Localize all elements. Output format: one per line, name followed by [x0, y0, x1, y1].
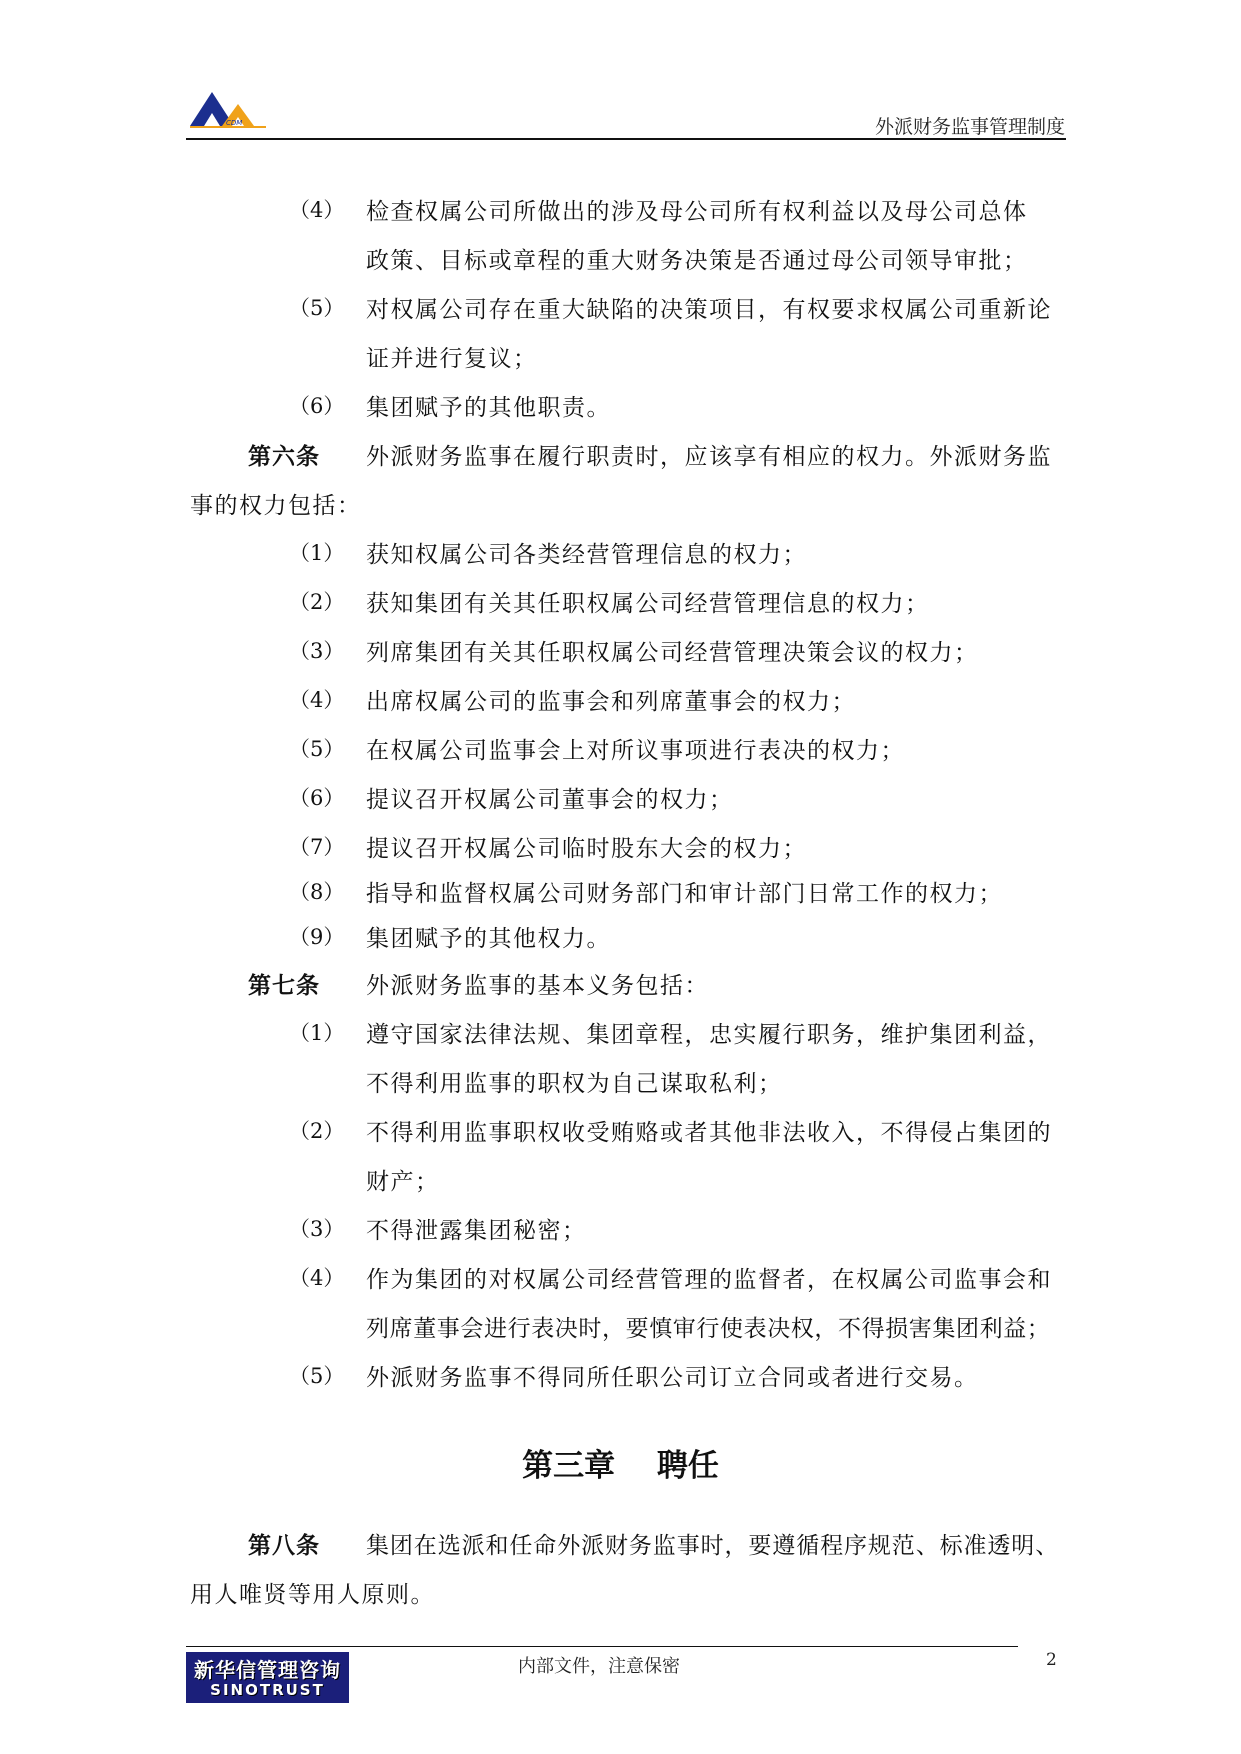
footer-logo-en: SINOTRUST	[210, 1681, 325, 1699]
list-item-text: 出席权属公司的监事会和列席董事会的权力；	[366, 689, 856, 715]
confidential-notice: 内部文件，注意保密	[518, 1656, 680, 1677]
list-item-text: 提议召开权属公司董事会的权力；	[366, 787, 734, 813]
list-item-text: 列席董事会进行表决时，要慎审行使表决权，不得损害集团利益；	[366, 1316, 1051, 1342]
list-item-number: （3）	[289, 1217, 345, 1241]
list-item-number: （2）	[289, 590, 345, 614]
list-item-text: 外派财务监事不得同所任职公司订立合同或者进行交易。	[366, 1365, 979, 1391]
list-item-text: 集团赋予的其他职责。	[366, 395, 611, 421]
article-text: 外派财务监事的基本义务包括：	[366, 973, 709, 999]
list-item-number: （7）	[289, 835, 345, 859]
article-label: 第八条	[248, 1533, 320, 1559]
list-item-text: 不得利用监事职权收受贿赂或者其他非法收入，不得侵占集团的	[366, 1120, 1052, 1146]
header-title: 外派财务监事管理制度	[874, 116, 1065, 138]
article-text: 外派财务监事在履行职责时，应该享有相应的权力。外派财务监	[366, 444, 1052, 470]
list-item-text: 获知集团有关其任职权属公司经营管理信息的权力；	[366, 591, 930, 617]
list-item-number: （1）	[289, 1021, 345, 1045]
list-item-number: （3）	[289, 639, 345, 663]
list-item-number: （4）	[289, 1266, 345, 1290]
list-item-text: 对权属公司存在重大缺陷的决策项目，有权要求权属公司重新论	[366, 297, 1052, 323]
list-item-text: 检查权属公司所做出的涉及母公司所有权利益以及母公司总体	[366, 199, 1028, 225]
sinotrust-logo	[186, 1652, 349, 1703]
list-item-text: 证并进行复议；	[366, 346, 538, 372]
list-item-text: 政策、目标或章程的重大财务决策是否通过母公司领导审批；	[366, 248, 1028, 274]
list-item-number: （5）	[289, 737, 345, 761]
article-text: 用人唯贤等用人原则。	[190, 1582, 435, 1608]
list-item-number: （1）	[289, 541, 345, 565]
list-item-text: 不得泄露集团秘密；	[366, 1218, 587, 1244]
page-number: 2	[1046, 1650, 1057, 1670]
list-item-number: （5）	[289, 296, 345, 320]
article-text: 集团在选派和任命外派财务监事时，要遵循程序规范、标准透明、	[366, 1533, 1060, 1559]
list-item-number: （4）	[289, 198, 345, 222]
list-item-text: 集团赋予的其他权力。	[366, 926, 611, 952]
chapter-heading: 第三章 聘任	[522, 1448, 719, 1484]
footer-rule	[186, 1646, 1018, 1647]
list-item-text: 获知权属公司各类经营管理信息的权力；	[366, 542, 807, 568]
list-item-number: （8）	[289, 880, 345, 904]
list-item-number: （5）	[289, 1364, 345, 1388]
list-item-number: （4）	[289, 688, 345, 712]
list-item-number: （2）	[289, 1119, 345, 1143]
list-item-text: 指导和监督权属公司财务部门和审计部门日常工作的权力；	[366, 881, 1003, 907]
footer-logo-cn: 新华信管理咨询	[194, 1658, 341, 1682]
article-label: 第六条	[248, 444, 320, 470]
list-item-text: 作为集团的对权属公司经营管理的监督者，在权属公司监事会和	[366, 1267, 1052, 1293]
list-item-number: （9）	[289, 925, 345, 949]
list-item-text: 不得利用监事的职权为自己谋取私利；	[366, 1071, 783, 1097]
list-item-text: 财产；	[366, 1169, 440, 1195]
cdm-logo-icon	[188, 86, 268, 130]
svg-text:CDM: CDM	[226, 119, 243, 127]
list-item-text: 遵守国家法律法规、集团章程，忠实履行职务，维护集团利益，	[366, 1022, 1052, 1048]
list-item-number: （6）	[289, 394, 345, 418]
header-rule	[186, 138, 1066, 140]
list-item-number: （6）	[289, 786, 345, 810]
list-item-text: 提议召开权属公司临时股东大会的权力；	[366, 836, 807, 862]
article-text: 事的权力包括：	[190, 493, 362, 519]
article-label: 第七条	[248, 973, 320, 999]
list-item-text: 在权属公司监事会上对所议事项进行表决的权力；	[366, 738, 905, 764]
list-item-text: 列席集团有关其任职权属公司经营管理决策会议的权力；	[366, 640, 979, 666]
